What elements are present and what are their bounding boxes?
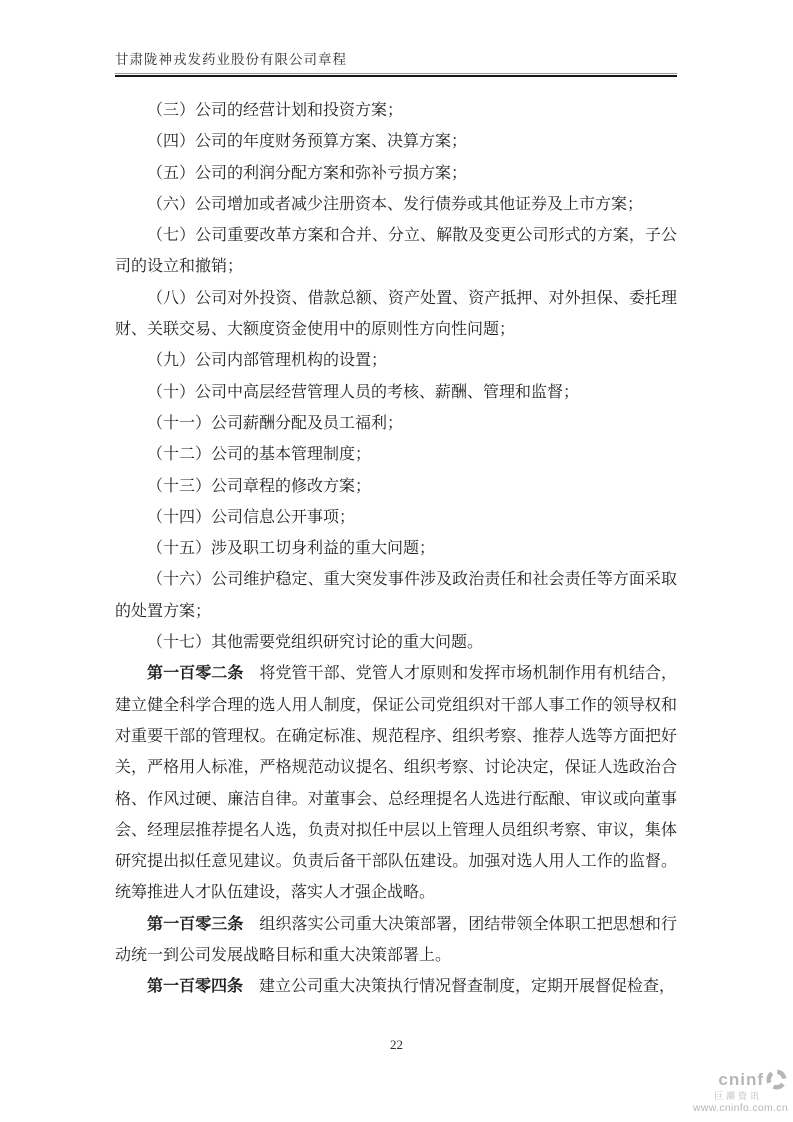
page-number: 22 [390, 1037, 403, 1052]
paragraph [115, 158, 677, 189]
header-rule [115, 73, 677, 77]
paragraph-text: （三）公司的经营计划和投资方案； [147, 102, 404, 119]
document-body [115, 95, 677, 1003]
paragraph [115, 439, 677, 470]
paragraph [115, 971, 677, 1002]
cninfo-url: www.cninfo.com.cn [693, 1101, 788, 1114]
page-header [115, 48, 677, 77]
paragraph-text: 组织落实公司重大决策部署，团结带领全体职工把思想和行动统一到公司发展战略目标和重大决策部署上。 [115, 915, 677, 965]
paragraph-text: （九）公司内部管理机构的设置； [147, 352, 388, 370]
article-number: 第一百零三条 [147, 915, 244, 933]
paragraph-text: （十四）公司信息公开事项； [147, 508, 356, 526]
cninfo-chinese-name: 巨潮资讯 [713, 1090, 762, 1101]
header-title: 甘肃陇神戎发药业股份有限公司章程 [115, 52, 347, 67]
paragraph-text: （十三）公司章程的修改方案； [147, 477, 372, 495]
paragraph-text: （十二）公司的基本管理制度； [147, 446, 372, 464]
article-number: 第一百零四条 [147, 978, 244, 996]
paragraph [115, 471, 677, 502]
paragraph [115, 220, 677, 283]
watermark-brand-row [693, 1068, 788, 1091]
cninfo-swirl-icon [765, 1068, 788, 1091]
paragraph-text: （八）公司对外投资、借款总额、资产处置、资产抵押、对外担保、委托理财、关联交易、大额度资金使用中的原则性方向性问题； [115, 289, 677, 339]
paragraph [115, 377, 677, 408]
paragraph-text: （十七）其他需要党组织研究讨论的重大问题。 [147, 634, 484, 652]
paragraph [115, 658, 677, 908]
paragraph [115, 502, 677, 533]
paragraph [115, 345, 677, 376]
paragraph [115, 95, 677, 126]
paragraph-text: （十六）公司维护稳定、重大突发事件涉及政治责任和社会责任等方面采取的处置方案； [115, 571, 677, 620]
paragraph-text: （十）公司中高层经营管理人员的考核、薪酬、管理和监督； [147, 383, 580, 401]
article-number: 第一百零二条 [147, 665, 244, 683]
cninfo-brand-text: cninf [718, 1069, 764, 1089]
paragraph [115, 533, 677, 564]
paragraph-text: （五）公司的利润分配方案和弥补亏损方案； [147, 164, 468, 182]
paragraph-text: （六）公司增加或者减少注册资本、发行债券或其他证券及上市方案； [147, 195, 644, 213]
cninfo-watermark [693, 1068, 788, 1114]
paragraph-text: 建立公司重大决策执行情况督查制度，定期开展督促检查， [259, 978, 676, 996]
paragraph-text: 将党管干部、党管人才原则和发挥市场机制作用有机结合，建立健全科学合理的选人用人制度，保证公司党组织对干部人事工作的领导权和对重要干部的管理权。在确定标准、规范程序、组织考察、推荐人选等方面把好关，严格用人标准，严格规范动议提名、组织考察、讨论决定，保证人选政治合格、作风过硬、廉洁自律。对董事会、总经理提名人选进行酝酿、审议或向董事会、经理层推荐提名人选，负责对拟任中层以上管理人员组织考察、审议，集体研究提出拟任意见建议。负责后备干部队伍建设。加强对选人用人工作的监督。统筹推进人才队伍建设，落实人才强企战略。 [115, 665, 677, 902]
paragraph-text: （四）公司的年度财务预算方案、决算方案； [147, 133, 468, 151]
paragraph [115, 909, 677, 972]
paragraph [115, 408, 677, 439]
paragraph-text: （七）公司重要改革方案和合并、分立、解散及变更公司形式的方案，子公司的设立和撤销； [115, 227, 677, 276]
paragraph-text: （十五）涉及职工切身利益的重大问题； [147, 540, 436, 558]
paragraph [115, 627, 677, 658]
paragraph [115, 283, 677, 346]
paragraph-text: （十一）公司薪酬分配及员工福利； [147, 414, 404, 432]
paragraph [115, 189, 677, 220]
paragraph [115, 564, 677, 627]
paragraph [115, 126, 677, 157]
